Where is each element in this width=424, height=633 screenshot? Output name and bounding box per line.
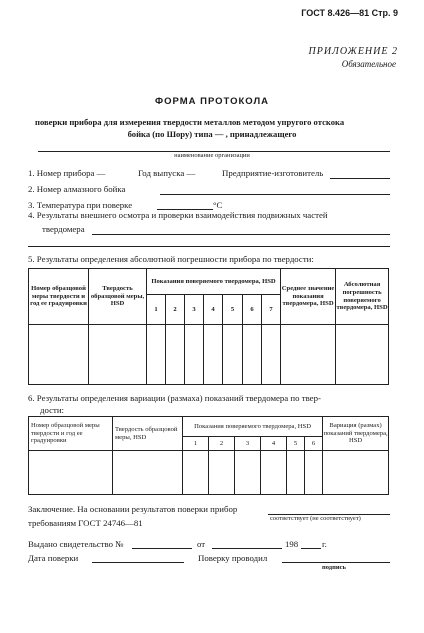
t1-col-5: 5	[223, 295, 243, 325]
t2-col-1: 1	[183, 437, 209, 451]
item-6-variation-cont: дости:	[40, 405, 64, 415]
t2-col-5: 5	[287, 437, 305, 451]
signature-line	[282, 562, 390, 563]
t1-col-6: 6	[243, 295, 262, 325]
t2-body-row	[29, 451, 389, 495]
item-1-maker: Предприятие-изготовитель	[222, 168, 324, 178]
item-2-tip-number: 2. Номер алмазного бойка	[28, 184, 126, 194]
certificate-year: 198	[285, 539, 299, 549]
t1-col-7: 7	[262, 295, 281, 325]
certificate-from: от	[197, 539, 206, 549]
item-3-unit: °С	[213, 200, 223, 210]
t1-header-mean: Среднее значение показания твердомера, HSD	[281, 269, 336, 325]
item-1-year: Год выпуска —	[138, 168, 196, 178]
conclusion-text: Заключение. На основании результатов поверки прибор	[28, 504, 238, 514]
t1-header-readings: Показания поверяемого твердомера, HSD	[147, 269, 281, 295]
t1-col-3: 3	[185, 295, 204, 325]
item-1-device-number: 1. Номер прибора —	[28, 168, 106, 178]
item-4-inspection: 4. Результаты внешнего осмотра и проверки взаимодействия подвижных частей	[28, 210, 328, 220]
t2-col-4: 4	[261, 437, 287, 451]
signature-caption: подпись	[322, 564, 346, 571]
t2-header-variation: Вариация (размах) показаний твердомера, HSD	[323, 417, 389, 451]
t2-col-3: 3	[235, 437, 261, 451]
org-caption: наименование организации	[174, 152, 250, 159]
appendix-status: Обязательное	[341, 59, 396, 69]
t1-header-measure: Номер образцовой меры твердости и год ее градуировки	[29, 269, 89, 325]
t2-col-2: 2	[209, 437, 235, 451]
t1-header-hardness: Твердость образцовой меры, HSD	[89, 269, 147, 325]
item-4-continued: твердомера	[42, 224, 85, 234]
form-subtitle-line1: поверки прибора для измерения твердости металлов методом упругого отскока	[35, 117, 345, 127]
certificate-number-line	[132, 548, 192, 549]
t1-col-4: 4	[204, 295, 223, 325]
appendix-title: ПРИЛОЖЕНИЕ 2	[308, 46, 398, 57]
certificate-label: Выдано свидетельство №	[28, 539, 124, 549]
item-4-line-1	[92, 234, 390, 235]
form-subtitle-line2: бойка (по Шору) типа — , принадлежащего	[127, 129, 297, 139]
item-2-line	[160, 194, 390, 195]
item-4-line-2	[28, 246, 390, 247]
conclusion-caption: соответствует (не соответствует)	[270, 515, 361, 522]
item-5-abs-error: 5. Результаты определения абсолютной погрешности прибора по твердости:	[28, 254, 314, 264]
certificate-date-line	[212, 548, 282, 549]
t1-col-1: 1	[147, 295, 166, 325]
requirements-text: требованиям ГОСТ 24746—81	[28, 518, 143, 528]
page-header: ГОСТ 8.426—81 Стр. 9	[301, 8, 398, 18]
t2-header-hardness: Твердость образцовой меры, HSD	[113, 417, 183, 451]
item-3-temperature: 3. Температура при поверке	[28, 200, 133, 210]
table-abs-error	[28, 268, 389, 385]
verification-date-label: Дата поверки	[28, 553, 79, 563]
form-title: ФОРМА ПРОТОКОЛА	[155, 96, 269, 107]
item-1-line	[330, 178, 390, 179]
item-6-variation: 6. Результаты определения вариации (размаха) показаний твердомера по твер-	[28, 393, 321, 403]
t2-header-readings: Показания поверяемого твердомера, HSD	[183, 417, 323, 437]
certificate-year-suffix: г.	[322, 539, 327, 549]
t2-header-measure: Номер образцовой меры твердости и год ее градуировки	[29, 417, 113, 451]
verification-date-line	[92, 562, 184, 563]
table-variation	[28, 416, 389, 495]
certificate-year-line	[301, 548, 321, 549]
t1-col-2: 2	[166, 295, 185, 325]
t2-col-6: 6	[305, 437, 323, 451]
checked-by-label: Поверку проводил	[198, 553, 268, 563]
t1-body-row	[29, 325, 389, 385]
t1-header-abs-error: Абсолютная погрешность поверяемого твердомера, HSD	[336, 269, 389, 325]
